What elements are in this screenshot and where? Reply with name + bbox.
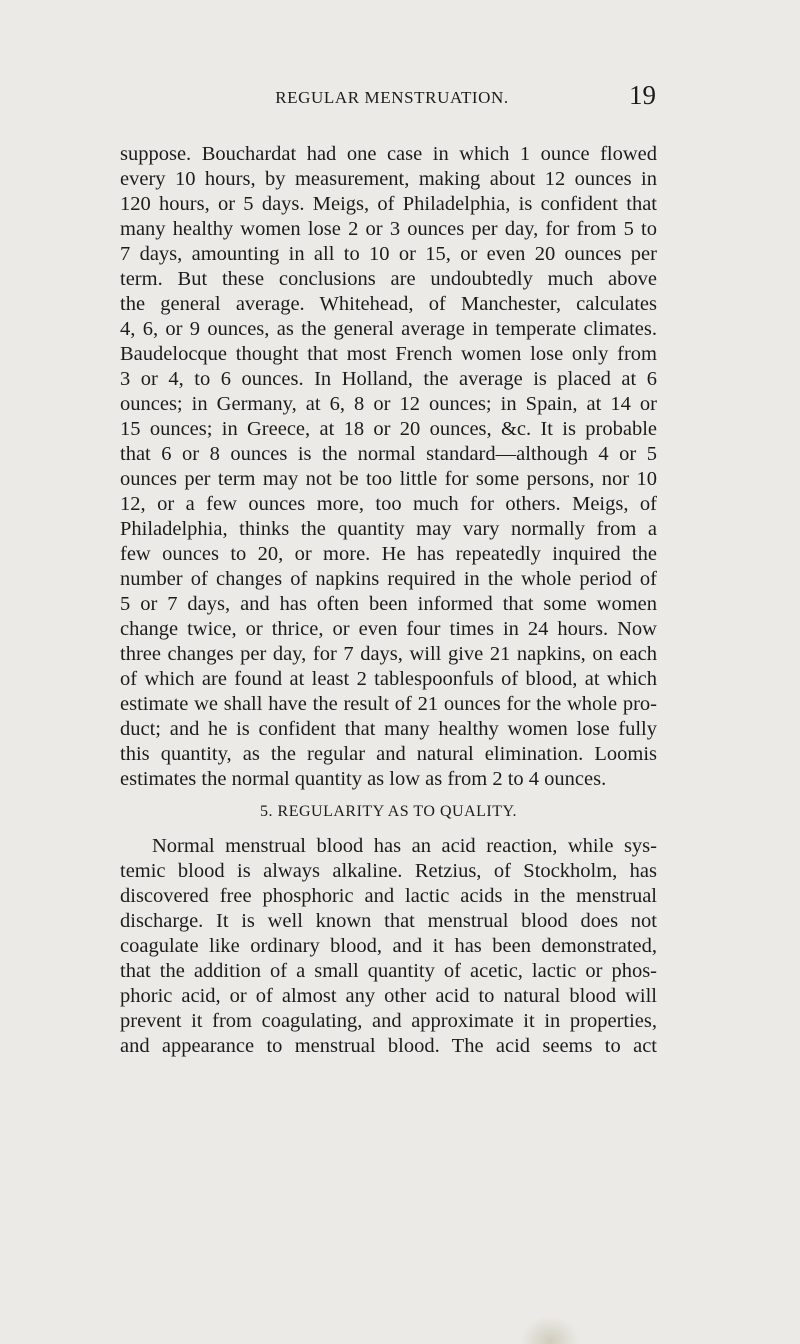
text-line: 15 ounces; in Greece, at 18 or 20 ounces, &c. It is probable bbox=[120, 418, 657, 440]
text-line: Normal menstrual blood has an acid reaction, while sys- bbox=[152, 835, 657, 857]
text-line: prevent it from coagulating, and approximate it in properties, bbox=[120, 1010, 657, 1032]
section-heading: 5. REGULARITY AS TO QUALITY. bbox=[260, 803, 517, 820]
text-line: suppose. Bouchardat had one case in which 1 ounce flowed bbox=[120, 143, 657, 165]
text-line: and appearance to menstrual blood. The acid seems to act bbox=[120, 1035, 657, 1057]
text-line: ounces per term may not be too little for some persons, nor 10 bbox=[120, 468, 657, 490]
text-line: the general average. Whitehead, of Manchester, calculates bbox=[120, 293, 657, 315]
text-line: few ounces to 20, or more. He has repeatedly inquired the bbox=[120, 543, 657, 565]
text-line: temic blood is always alkaline. Retzius, of Stockholm, has bbox=[120, 860, 657, 882]
text-line: that 6 or 8 ounces is the normal standard—although 4 or 5 bbox=[120, 443, 657, 465]
text-line: 4, 6, or 9 ounces, as the general average in temperate climates. bbox=[120, 318, 657, 340]
text-line: three changes per day, for 7 days, will give 21 napkins, on each bbox=[120, 643, 657, 665]
running-head bbox=[128, 80, 656, 110]
running-title: REGULAR MENSTRUATION. bbox=[275, 88, 509, 107]
text-line: estimates the normal quantity as low as from 2 to 4 ounces. bbox=[120, 768, 607, 790]
text-line: coagulate like ordinary blood, and it has been demonstrated, bbox=[120, 935, 657, 957]
text-line: every 10 hours, by measurement, making about 12 ounces in bbox=[120, 168, 657, 190]
page-number: 19 bbox=[629, 80, 656, 110]
text-line: ounces; in Germany, at 6, 8 or 12 ounces; in Spain, at 14 or bbox=[120, 393, 657, 415]
text-line: Philadelphia, thinks the quantity may vary normally from a bbox=[120, 518, 657, 540]
text-line: 3 or 4, to 6 ounces. In Holland, the average is placed at 6 bbox=[120, 368, 657, 390]
body-text bbox=[120, 142, 657, 1059]
text-line: 120 hours, or 5 days. Meigs, of Philadelphia, is confident that bbox=[120, 193, 657, 215]
text-line: that the addition of a small quantity of acetic, lactic or phos- bbox=[120, 960, 657, 982]
text-line: estimate we shall have the result of 21 ounces for the whole pro- bbox=[120, 693, 657, 715]
text-line: number of changes of napkins required in the whole period of bbox=[120, 568, 657, 590]
text-line: change twice, or thrice, or even four times in 24 hours. Now bbox=[120, 618, 657, 640]
text-line: many healthy women lose 2 or 3 ounces per day, for from 5 to bbox=[120, 218, 657, 240]
text-line: discharge. It is well known that menstrual blood does not bbox=[120, 910, 657, 932]
text-line: of which are found at least 2 tablespoonfuls of blood, at which bbox=[120, 668, 657, 690]
paragraph bbox=[120, 142, 657, 792]
text-line: Baudelocque thought that most French women lose only from bbox=[120, 343, 657, 365]
paper-stain bbox=[520, 1316, 580, 1344]
text-line: this quantity, as the regular and natural elimination. Loomis bbox=[120, 743, 657, 765]
text-line: 7 days, amounting in all to 10 or 15, or even 20 ounces per bbox=[120, 243, 657, 265]
text-line: phoric acid, or of almost any other acid to natural blood will bbox=[120, 985, 657, 1007]
paragraph bbox=[120, 834, 657, 1059]
text-line: term. But these conclusions are undoubtedly much above bbox=[120, 268, 657, 290]
text-line: 12, or a few ounces more, too much for others. Meigs, of bbox=[120, 493, 657, 515]
text-line: discovered free phosphoric and lactic acids in the menstrual bbox=[120, 885, 657, 907]
text-line: duct; and he is confident that many healthy women lose fully bbox=[120, 718, 657, 740]
text-line: 5 or 7 days, and has often been informed that some women bbox=[120, 593, 657, 615]
